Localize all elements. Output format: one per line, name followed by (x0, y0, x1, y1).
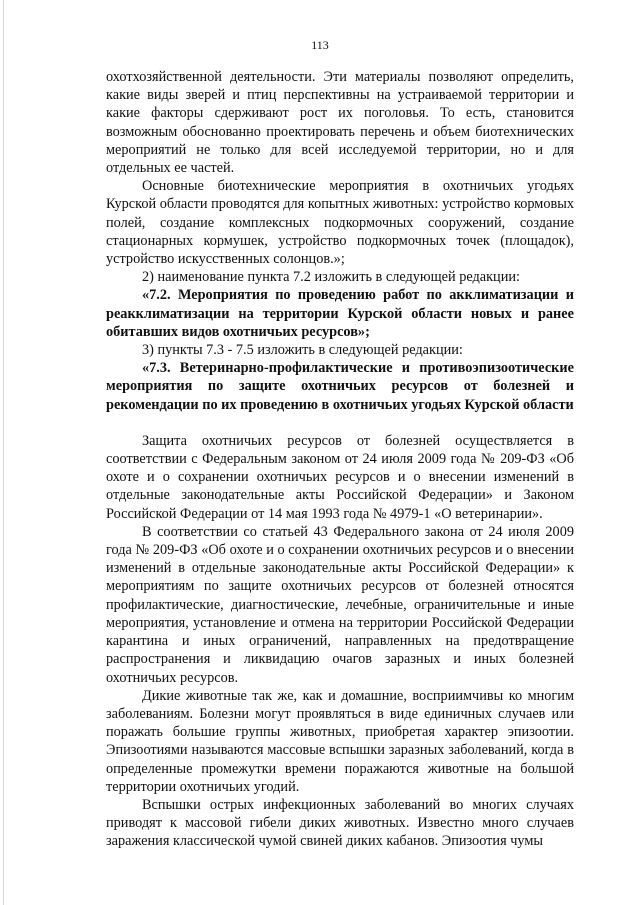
paragraph-protection-law: Защита охотничьих ресурсов от болезней осуществляется в соответствии с Федеральным законом от 24 июля 2009 года № 209-ФЗ «Об охоте и о сохранении охотничьих ресурсов и о внесении изменений в отдельные законодательные акты Российской Федерации» и Законом Российской Федерации от 14 мая 1993 года № 4979-1 «О ветеринарии». (106, 432, 574, 522)
amendment-item-3: 3) пункты 7.3 - 7.5 изложить в следующей редакции: (142, 342, 463, 359)
page-number: 113 (311, 38, 329, 52)
paragraph-continuation: охотхозяйственной деятельности. Эти материалы позволяют определить, какие виды зверей и птиц перспективны на устраиваемой территории и какие факторы сдерживают рост их поголовья. То есть, становится возможным обоснованно проектировать перечень и объем биотехнических мероприятий не только для всей исследуемой территории, но и для отдельных ее частей. (106, 69, 574, 177)
section-heading-7-3: «7.3. Ветеринарно-профилактические и противоэпизоотические мероприятия по защите охотничьих ресурсов от болезней и рекомендации по их проведению в охотничьих угодьях Курской области (106, 360, 574, 413)
amendment-item-2: 2) наименование пункта 7.2 изложить в следующей редакции: (142, 269, 520, 286)
scan-edge-line (3, 0, 4, 905)
document-body (106, 68, 574, 851)
spacer (106, 414, 574, 432)
paragraph-article-43: В соответствии со статьей 43 Федерального закона от 24 июля 2009 года № 209-ФЗ «Об охоте и о сохранении охотничьих ресурсов и о внесении изменений в отдельные законодательные акты Российской Федерации» к мероприятиям по защите охотничьих ресурсов от болезней относятся профилактические, диагностические, лечебные, ограничительные и иные мероприятия, установление и отмена на территории Российской Федерации карантина и иных ограничений, направленных на предотвращение распространения и ликвидацию очагов заразных и иных болезней охотничьих ресурсов. (106, 523, 574, 686)
section-heading-7-2: «7.2. Мероприятия по проведению работ по акклиматизации и реакклиматизации на территории Курской области новых и ранее обитавших видов охотничьих ресурсов»; (106, 287, 574, 340)
paragraph-outbreaks: Вспышки острых инфекционных заболеваний во многих случаях приводят к массовой гибели диких животных. Известно много случаев заражения классической чумой свиней диких кабанов. Эпизоотия чумы (106, 796, 574, 850)
paragraph-biotech-measures: Основные биотехнические мероприятия в охотничьих угодьях Курской области проводятся для копытных животных: устройство кормовых полей, создание комплексных подкормочных сооружений, создание стационарных кормушек, устройство подкормочных точек (площадок), устройство искусственных солонцов.»; (106, 178, 574, 268)
paragraph-wild-animals: Дикие животные так же, как и домашние, восприимчивы ко многим заболеваниям. Болезни могут проявляться в виде единичных случаев или поражать большие группы животных, приобретая характер эпизоотии. Эпизоотиями называются массовые вспышки заразных заболеваний, когда в определенные промежутки времени поражаются животные на большой территории охотничьих угодий. (106, 687, 574, 795)
